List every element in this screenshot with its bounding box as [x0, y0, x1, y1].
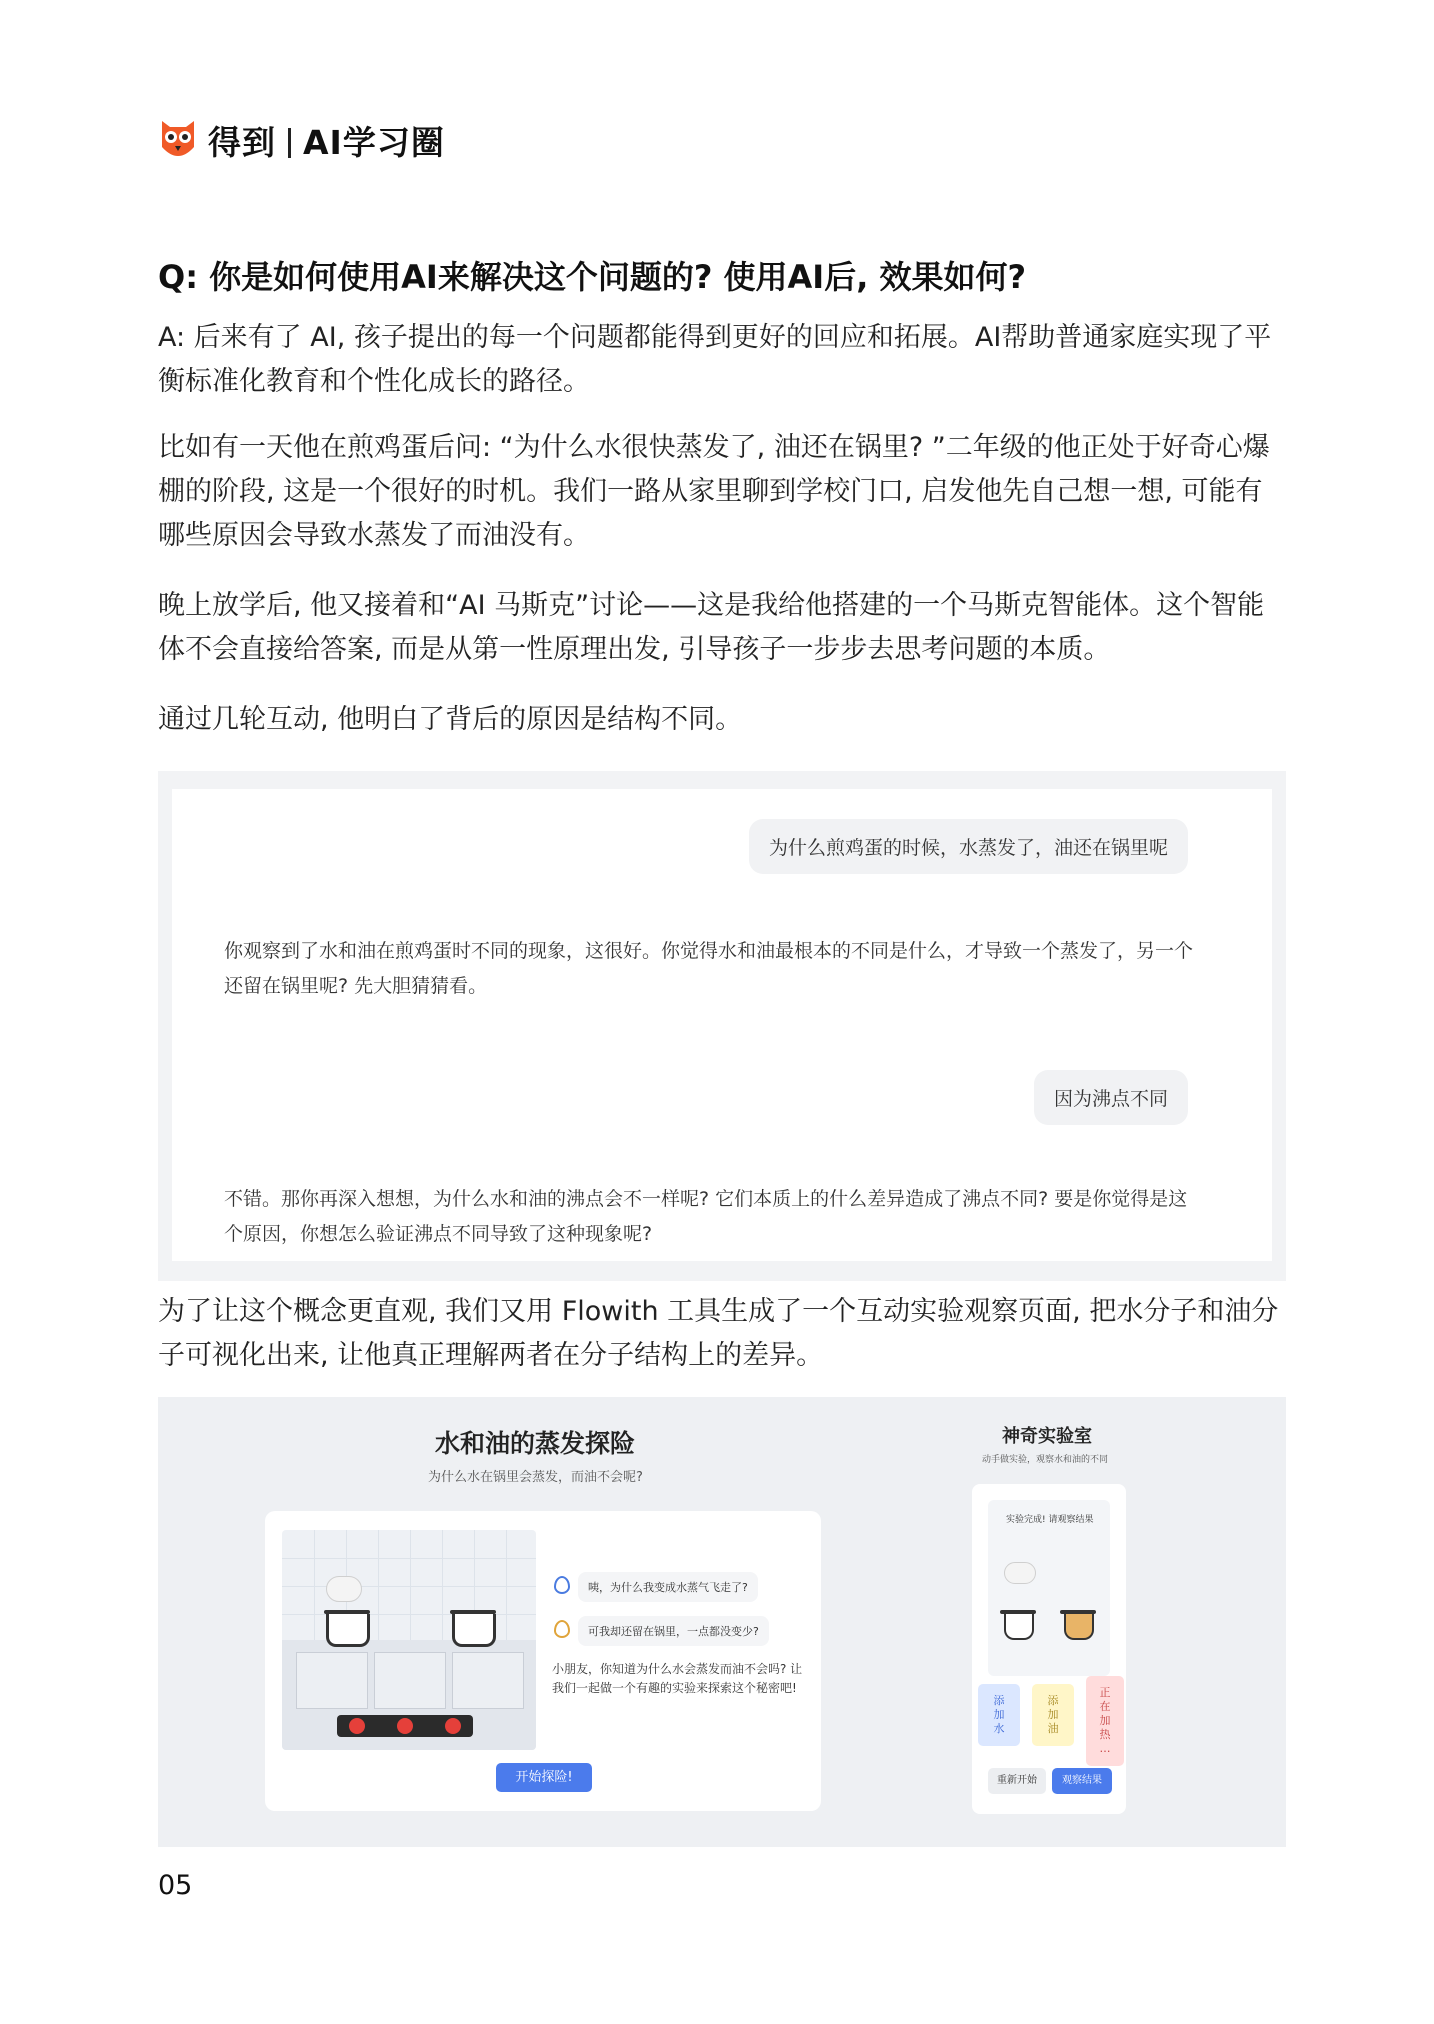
ai-reply-1: 你观察到了水和油在煎鸡蛋时不同的现象，这很好。你觉得水和油最根本的不同是什么，才导致一个蒸发了，另一个还留在锅里呢? 先大胆猜猜看。: [224, 940, 1194, 997]
burner-icon: [349, 1718, 365, 1734]
brand-logo: [158, 116, 445, 164]
burner-icon: [445, 1718, 461, 1734]
burner-icon: [397, 1718, 413, 1734]
paragraph-ai-musk: 晚上放学后, 他又接着和“AI 马斯克”讨论——这是我给他搭建的一个马斯克智能体。这个智能体不会直接给答案, 而是从第一性原理出发, 引导孩子一步步去思考问题的本质。: [158, 590, 1265, 665]
paragraph-result: 通过几轮互动, 他明白了背后的原因是结构不同。: [158, 704, 743, 735]
observe-button[interactable]: 观察结果: [1052, 1768, 1112, 1794]
pot-icon: [452, 1614, 496, 1647]
section-question: Q: 你是如何使用AI来解决这个问题的? 使用AI后, 效果如何?: [158, 258, 1027, 296]
paragraph-answer: A: 后来有了 AI, 孩子提出的每一个问题都能得到更好的回应和拓展。AI帮助普通家庭实现了平衡标准化教育和个性化成长的路径。: [158, 322, 1272, 397]
brand-name: 得到 AI学习圈: [208, 122, 445, 162]
paragraph-example: 比如有一天他在煎鸡蛋后问: “为什么水很快蒸发了, 油还在锅里? ”二年级的他正处于好奇心爆棚的阶段, 这是一个很好的时机。我们一路从家里聊到学校门口, 启发他先自己想一想, 可能有哪些原因会导致水蒸发了而油没有。: [158, 432, 1270, 551]
owl-logo-icon: [158, 117, 198, 163]
paragraph-flowith: 为了让这个概念更直观, 我们又用 Flowith 工具生成了一个互动实验观察页面, 把水分子和油分子可视化出来, 让他真正理解两者在分子结构上的差异。: [158, 1296, 1279, 1371]
oil-pot-icon: [1064, 1614, 1094, 1640]
reset-button[interactable]: 重新开始: [988, 1768, 1046, 1794]
lab-title: 神奇实验室: [1002, 1426, 1092, 1447]
steam-cloud-icon: [1004, 1562, 1036, 1584]
water-drop-icon: [554, 1576, 570, 1594]
start-button[interactable]: 开始探险!: [496, 1763, 592, 1792]
lab-subtitle: 动手做实验，观察水和油的不同: [982, 1455, 1109, 1465]
stove: [337, 1715, 473, 1737]
add-oil-button[interactable]: 添 加 油: [1032, 1684, 1074, 1746]
water-speech: 咦，为什么我变成水蒸气飞走了?: [578, 1572, 758, 1602]
oil-speech: 可我却还留在锅里，一点都没变少?: [578, 1616, 769, 1646]
lab-stage: [988, 1500, 1110, 1676]
heating-button[interactable]: 正 在 加 热 …: [1086, 1676, 1124, 1766]
water-pot-icon: [1004, 1614, 1034, 1640]
oil-drop-icon: [554, 1620, 570, 1638]
steam-cloud-icon: [326, 1576, 362, 1602]
ai-reply-2: 不错。那你再深入想想，为什么水和油的沸点会不一样呢? 它们本质上的什么差异造成了沸点不同? 要是你觉得是这个原因，你想怎么验证沸点不同导致了这种现象呢?: [224, 1188, 1188, 1245]
user-message-2: 因为沸点不同: [1034, 1070, 1188, 1125]
page-number: 05: [158, 1870, 193, 1901]
demo-subtitle: 为什么水在锅里会蒸发，而油不会呢?: [428, 1470, 643, 1485]
user-message-1: 为什么煎鸡蛋的时候，水蒸发了，油还在锅里呢: [749, 819, 1188, 874]
add-water-button[interactable]: 添 加 水: [978, 1684, 1020, 1746]
demo-title: 水和油的蒸发探险: [435, 1429, 636, 1458]
kitchen-scene: [282, 1530, 536, 1750]
demo-message: 小朋友，你知道为什么水会蒸发而油不会吗? 让我们一起做一个有趣的实验来探索这个秘密吧!: [552, 1662, 803, 1695]
pot-icon: [326, 1614, 370, 1647]
lab-status: 实验完成! 请观察结果: [1006, 1515, 1094, 1525]
